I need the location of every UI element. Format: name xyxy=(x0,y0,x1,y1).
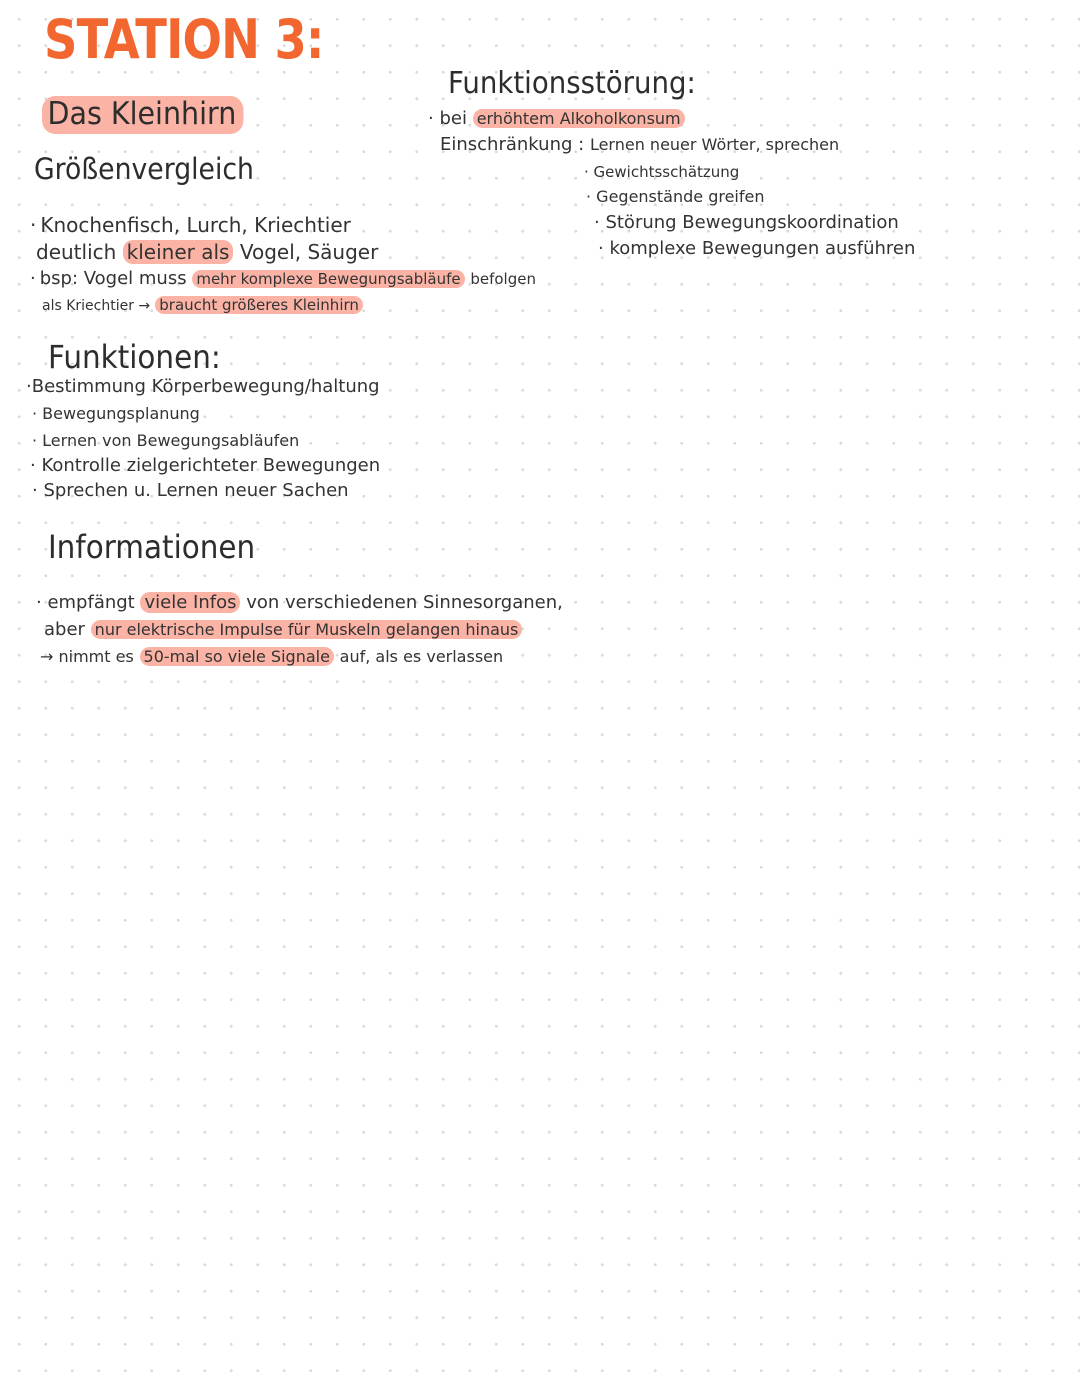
function-item: ·Bestimmung Körperbewegung/haltung xyxy=(26,376,380,397)
heading-informationen: Informationen xyxy=(48,528,256,566)
size-line-3-pre: bsp: Vogel muss xyxy=(39,268,187,289)
info-line-3-pre: → nimmt es xyxy=(40,647,134,666)
size-line-1 xyxy=(30,212,351,238)
highlight-viele-infos: viele Infos xyxy=(140,592,240,613)
size-line-1-text: Knochenfisch, Lurch, Kriechtier xyxy=(40,213,351,237)
stoerung-einschraenkung xyxy=(440,132,839,158)
info-line-2-pre: aber xyxy=(44,619,85,640)
stoerung-item: · Gewichtsschätzung xyxy=(584,163,740,181)
function-item: · Lernen von Bewegungsabläufen xyxy=(32,431,300,450)
stoerung-item: · komplexe Bewegungen ausführen xyxy=(598,238,916,259)
stoerung-bei-pre: · bei xyxy=(428,108,467,129)
highlight-50-mal: 50-mal so viele Signale xyxy=(140,647,334,666)
function-item: · Sprechen u. Lernen neuer Sachen xyxy=(32,480,349,501)
heading-das-kleinhirn-text: Das Kleinhirn xyxy=(42,96,244,134)
info-line-3-post: auf, als es verlassen xyxy=(339,647,504,666)
function-item: · Kontrolle zielgerichteter Bewegungen xyxy=(30,455,381,476)
size-line-2-pre: deutlich xyxy=(36,240,117,264)
size-line-3 xyxy=(30,266,536,292)
einschraenkung-first: Lernen neuer Wörter, sprechen xyxy=(589,135,840,154)
heading-funktionsstoerung: Funktionsstörung: xyxy=(448,66,696,101)
stoerung-item: · Gegenstände greifen xyxy=(586,187,765,206)
heading-groessenvergleich: Größenvergleich xyxy=(34,152,254,186)
highlight-alkoholkonsum: erhöhtem Alkoholkonsum xyxy=(473,109,685,128)
highlight-kleiner-als: kleiner als xyxy=(123,240,234,264)
stoerung-item: · Störung Bewegungskoordination xyxy=(594,212,899,233)
size-line-3-post: befolgen xyxy=(470,270,536,288)
size-line-2-post: Vogel, Säuger xyxy=(239,240,379,264)
page-title: STATION 3: xyxy=(44,8,324,71)
size-line-4-pre: als Kriechtier → xyxy=(42,298,151,314)
bullet: · xyxy=(30,213,37,237)
info-line-1 xyxy=(36,590,563,616)
einschraenkung-label: Einschränkung : xyxy=(440,134,585,155)
function-item: · Bewegungsplanung xyxy=(32,404,200,423)
info-line-1-post: von verschiedenen Sinnesorganen, xyxy=(246,592,563,613)
highlight-komplexe-bewegungsablaeufe: mehr komplexe Bewegungsabläufe xyxy=(192,270,464,288)
heading-funktionen: Funktionen: xyxy=(48,338,221,376)
size-line-2 xyxy=(36,239,378,265)
info-line-2 xyxy=(44,617,522,643)
highlight-groesseres-kleinhirn: braucht größeres Kleinhirn xyxy=(155,296,363,314)
info-line-3 xyxy=(40,644,503,670)
bullet: · xyxy=(30,268,36,289)
highlight-elektrische-impulse: nur elektrische Impulse für Muskeln gelangen hinaus xyxy=(91,620,523,639)
size-line-4 xyxy=(42,292,363,319)
stoerung-bei xyxy=(428,106,685,132)
info-line-1-pre: · empfängt xyxy=(36,592,135,613)
heading-das-kleinhirn xyxy=(42,96,244,132)
